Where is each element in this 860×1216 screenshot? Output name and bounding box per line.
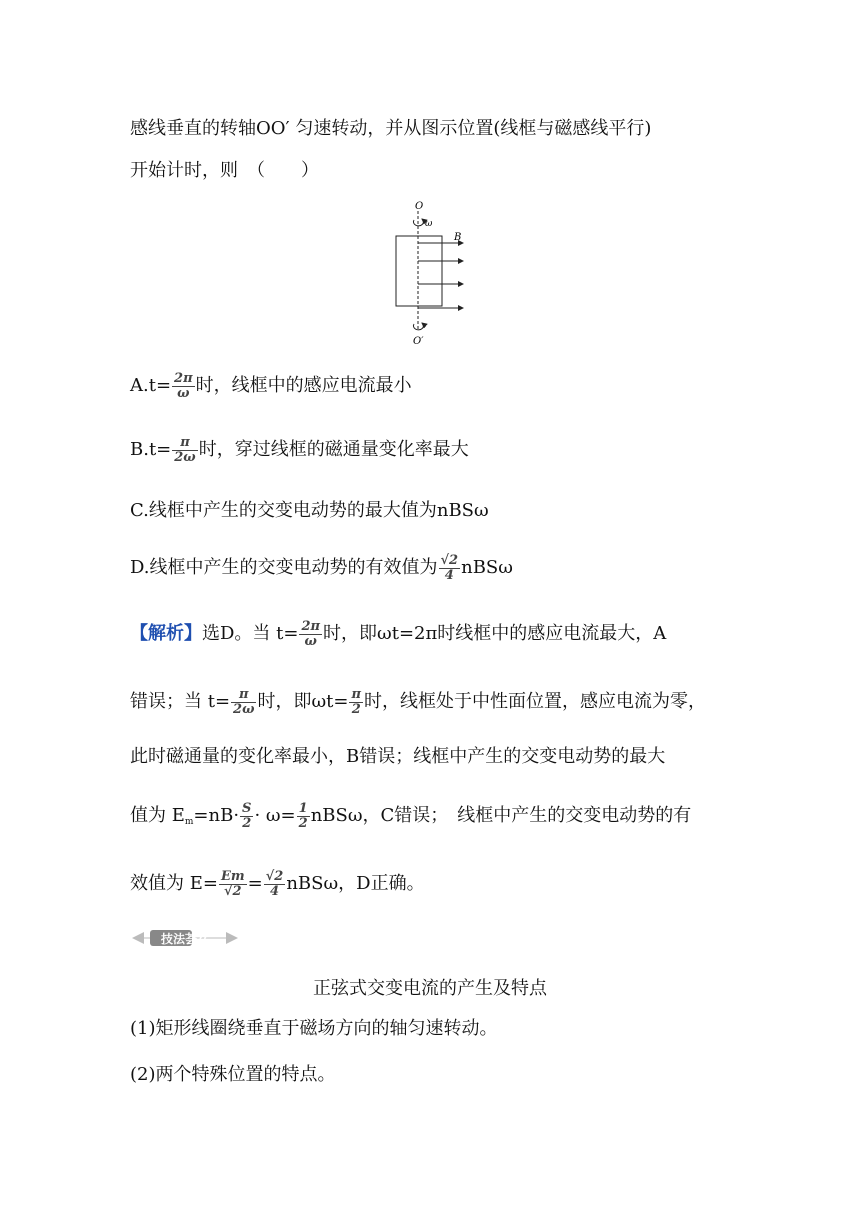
- coil-diagram: [378, 196, 490, 350]
- analysis-line-4: 值为 $E_m=nB\cdot$ $\frac{S}{2}$ · ω= $\frac{1}{2}$ nBSω，C错误； 线框中产生的交变电动势的有: [130, 801, 692, 831]
- option-a-text: 时，线框中的感应电流最小: [195, 375, 412, 397]
- option-c: C.线框中产生的交变电动势的最大值为nBSω: [130, 500, 489, 521]
- fraction: $\frac{√2}{4}$: [440, 553, 459, 583]
- coil-frame: [396, 236, 442, 306]
- option-d: [130, 554, 513, 582]
- option-a-prefix: A.t=: [130, 375, 172, 397]
- summary-title: 正弦式交变电流的产生及特点: [313, 978, 547, 999]
- summary-item-1: (1)矩形线圈绕垂直于磁场方向的轴匀速转动。: [130, 1018, 498, 1039]
- axis-bottom-label: O′: [413, 336, 424, 347]
- axis-top-label: O: [415, 201, 424, 212]
- fraction: $\frac{\pi}{2\omega}$: [233, 687, 255, 717]
- analysis-line-2: 错误；当 t= $\frac{\pi}{2\omega}$ 时，即ωt= $\frac{\pi}{2}$ 时，线框处于中性面位置，感应电流为零，: [130, 687, 706, 717]
- intro-line-1: 感线垂直的转轴OO′ 匀速转动，并从图示位置(线框与磁感线平行): [130, 118, 652, 139]
- option-b: [130, 436, 469, 464]
- omega-label: ω: [425, 219, 433, 229]
- fraction: $\frac{\pi}{2\omega}$: [174, 435, 196, 465]
- summary-item-2: (2)两个特殊位置的特点。: [130, 1064, 336, 1085]
- analysis-line-5: 效值为 E= $\frac{Em}{√2}$ = $\frac{√2}{4}$ nBSω，D正确。: [130, 869, 425, 899]
- field-label: B: [454, 232, 462, 243]
- option-d-prefix: D.线框中产生的交变电动势的有效值为: [130, 557, 438, 579]
- fraction: $\frac{\pi}{2}$: [351, 687, 361, 717]
- option-b-text: 时，穿过线框的磁通量变化率最大: [198, 439, 469, 461]
- option-a: [130, 372, 412, 400]
- fraction: $\frac{Em}{√2}$: [220, 869, 245, 899]
- fraction: $\frac{√2}{4}$: [265, 869, 284, 899]
- fraction: $\frac{2\pi}{\omega}$: [174, 371, 193, 401]
- option-d-text: nBSω: [461, 557, 513, 579]
- technique-stamp: [130, 928, 240, 948]
- fraction: $\frac{S}{2}$: [242, 801, 252, 831]
- fraction: $\frac{2\pi}{\omega}$: [301, 619, 321, 649]
- analysis-line-1: 【解析】选D。当 t= $\frac{2\pi}{\omega}$ 时，即ωt=2π时线框中的感应电流最大，A: [130, 619, 667, 649]
- fraction: $\frac{1}{2}$: [298, 801, 308, 831]
- analysis-tag: 【解析】: [130, 623, 202, 645]
- option-b-prefix: B.t=: [130, 439, 172, 461]
- stamp-text: 技法荟萃: [160, 932, 210, 946]
- intro-line-2: 开始计时，则 （ ）: [130, 160, 319, 181]
- analysis-line-3: 此时磁通量的变化率最小，B错误；线框中产生的交变电动势的最大: [130, 746, 666, 767]
